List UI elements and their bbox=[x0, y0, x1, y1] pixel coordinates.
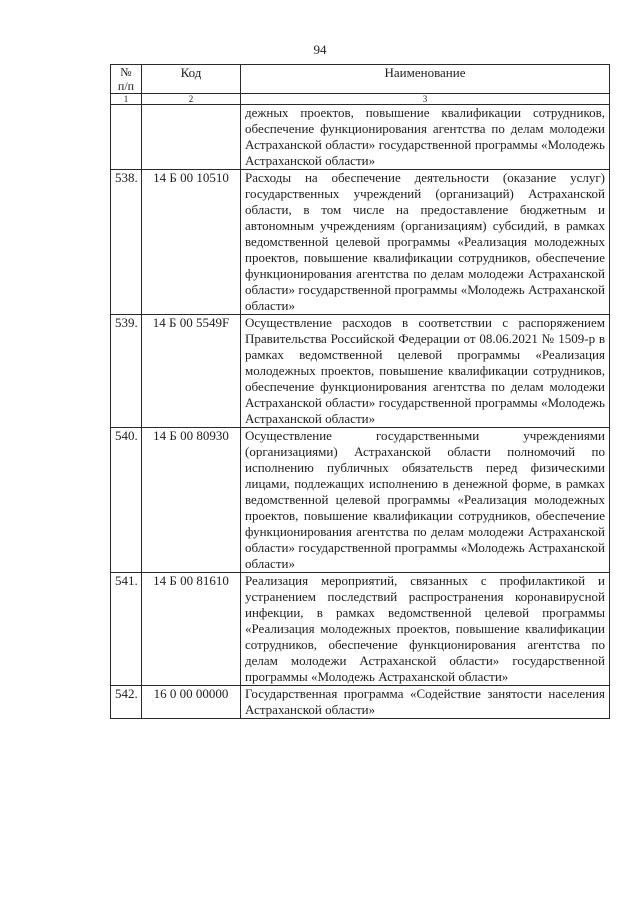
row-code: 14 Б 00 80930 bbox=[142, 428, 241, 573]
budget-code-table bbox=[110, 64, 610, 719]
column-index-2: 2 bbox=[142, 94, 241, 105]
row-number: 540. bbox=[111, 428, 142, 573]
row-name: Государственная программа «Содействие занятости населения Астраханской области» bbox=[241, 686, 610, 719]
row-code: 16 0 00 00000 bbox=[142, 686, 241, 719]
row-name: Осуществление государственными учреждениями (организациями) Астраханской области полномочий по исполнению публичных обязательств перед физическими лицами, подлежащих исполнению в денежной форме, в рамках ведомственной целевой программы «Реализация молодежных проектов, повышение квалификации сотрудников, обеспечение функционирования агентства по делам молодежи Астраханской области» государственной программы «Молодежь Астраханской области» bbox=[241, 428, 610, 573]
row-name: Осуществление расходов в соответствии с распоряжением Правительства Российской Федерации от 08.06.2021 № 1509-р в рамках ведомственной целевой программы «Реализация молодежных проектов, повышение квалификации сотрудников, обеспечение функционирования агентства по делам молодежи Астраханской области» государственной программы «Молодежь Астраханской области» bbox=[241, 315, 610, 428]
row-number bbox=[111, 105, 142, 170]
row-number: 539. bbox=[111, 315, 142, 428]
row-name: Реализация мероприятий, связанных с профилактикой и устранением последствий распространения коронавирусной инфекции, в рамках ведомственной целевой программы «Реализация молодежных проектов, повышение квалификации сотрудников, обеспечение функционирования агентства по делам молодежи Астраханской области» государственной программы «Молодежь Астраханской области» bbox=[241, 573, 610, 686]
table-row bbox=[111, 686, 610, 719]
table-row bbox=[111, 315, 610, 428]
table-row bbox=[111, 105, 610, 170]
row-code: 14 Б 00 5549F bbox=[142, 315, 241, 428]
column-index-row bbox=[111, 94, 610, 105]
table-row bbox=[111, 170, 610, 315]
row-number: 541. bbox=[111, 573, 142, 686]
row-code: 14 Б 00 81610 bbox=[142, 573, 241, 686]
header-name: Наименование bbox=[241, 65, 610, 94]
header-code: Код bbox=[142, 65, 241, 94]
column-index-3: 3 bbox=[241, 94, 610, 105]
row-code: 14 Б 00 10510 bbox=[142, 170, 241, 315]
table-row bbox=[111, 573, 610, 686]
row-code bbox=[142, 105, 241, 170]
row-name: дежных проектов, повышение квалификации сотрудников, обеспечение функционирования агентства по делам молодежи Астраханской области» государственной программы «Молодежь Астраханской области» bbox=[241, 105, 610, 170]
table-header bbox=[111, 65, 610, 105]
header-num: № п/п bbox=[111, 65, 142, 94]
table-row bbox=[111, 428, 610, 573]
row-number: 538. bbox=[111, 170, 142, 315]
page-number: 94 bbox=[313, 42, 327, 57]
row-name: Расходы на обеспечение деятельности (оказание услуг) государственных учреждений (организаций) Астраханской области, в том числе на предоставление бюджетным и автономным учреждениям (организациям) субсидий, в рамках ведомственной целевой программы «Реализация молодежных проектов, повышение квалификации сотрудников, обеспечение функционирования агентства по делам молодежи Астраханской области» государственной программы «Молодежь Астраханской области» bbox=[241, 170, 610, 315]
row-number: 542. bbox=[111, 686, 142, 719]
column-index-1: 1 bbox=[111, 94, 142, 105]
